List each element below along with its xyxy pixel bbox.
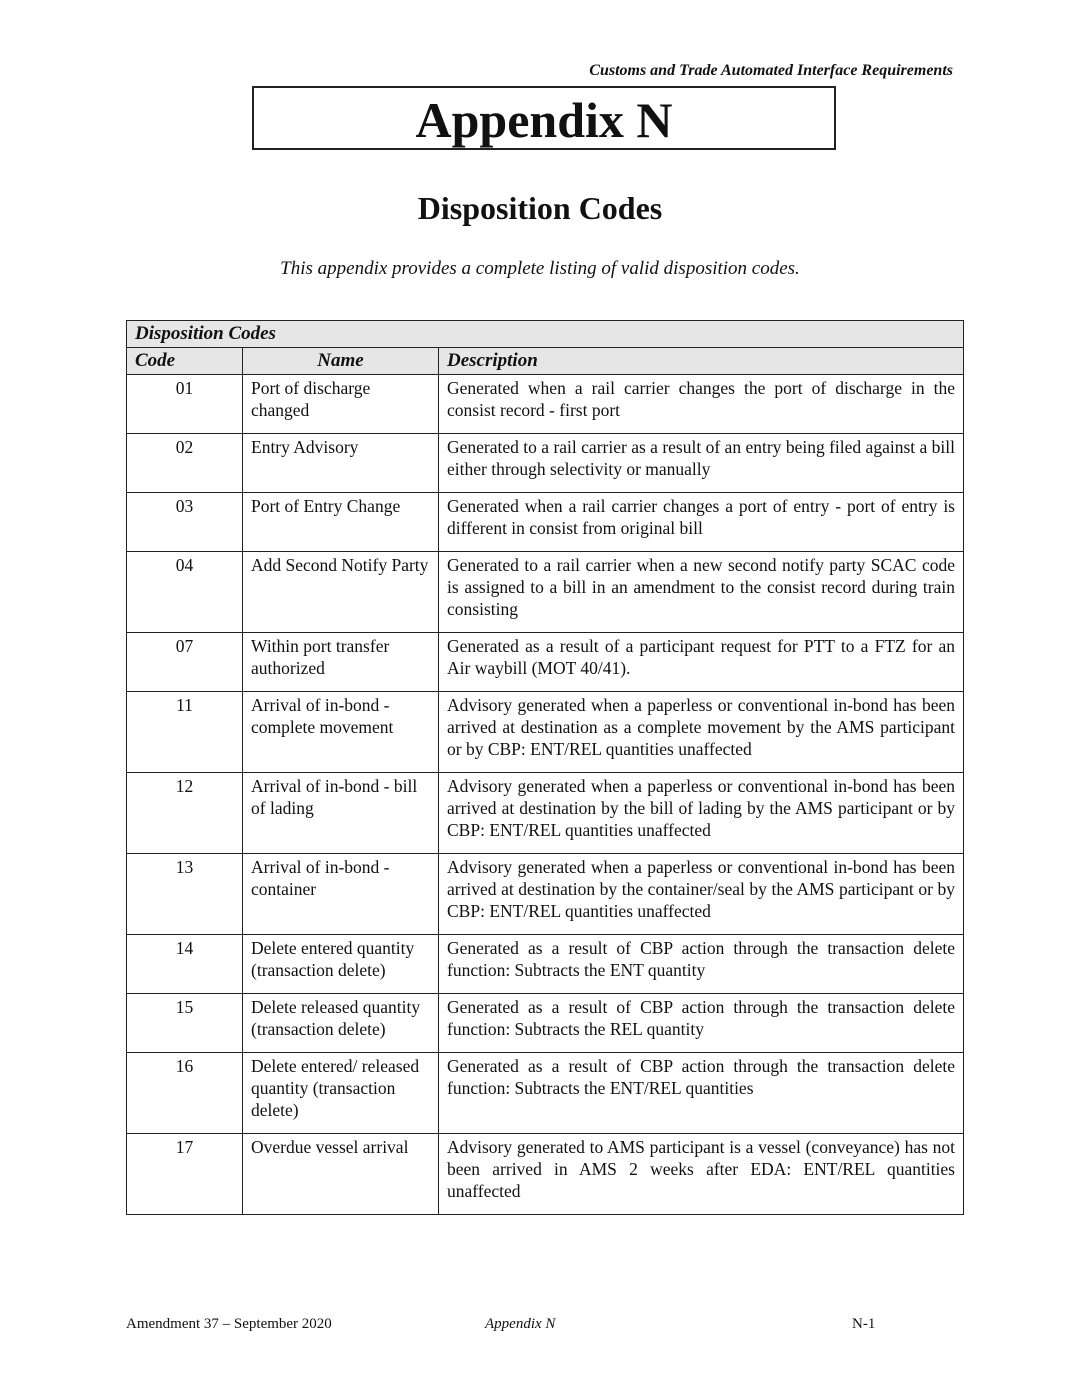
table-row xyxy=(127,493,964,552)
row-description: Generated when a rail carrier changes a port of entry - port of entry is different in consist from original bill xyxy=(439,493,964,552)
table-row xyxy=(127,1134,964,1215)
row-name: Delete released quantity (transaction delete) xyxy=(243,994,439,1053)
row-name: Delete entered quantity (transaction delete) xyxy=(243,935,439,994)
table-caption-row xyxy=(127,321,964,348)
running-header: Customs and Trade Automated Interface Requirements xyxy=(589,62,953,79)
table-row xyxy=(127,552,964,633)
row-description: Generated when a rail carrier changes the port of discharge in the consist record - first port xyxy=(439,375,964,434)
row-name: Arrival of in-bond - container xyxy=(243,854,439,935)
row-name: Delete entered/ released quantity (transaction delete) xyxy=(243,1053,439,1134)
row-code: 13 xyxy=(127,854,243,935)
row-name: Port of Entry Change xyxy=(243,493,439,552)
row-description: Advisory generated when a paperless or conventional in-bond has been arrived at destination as a complete movement by the AMS participant or by CBP: ENT/REL quantities unaffected xyxy=(439,692,964,773)
table-header-row xyxy=(127,348,964,375)
row-name: Add Second Notify Party xyxy=(243,552,439,633)
row-description: Generated to a rail carrier when a new second notify party SCAC code is assigned to a bill in an amendment to the consist record during train consisting xyxy=(439,552,964,633)
row-name: Entry Advisory xyxy=(243,434,439,493)
row-code: 16 xyxy=(127,1053,243,1134)
row-code: 03 xyxy=(127,493,243,552)
row-name: Within port transfer authorized xyxy=(243,633,439,692)
table-row xyxy=(127,692,964,773)
appendix-title: Appendix N xyxy=(252,86,836,150)
table-row xyxy=(127,854,964,935)
row-description: Generated as a result of a participant request for PTT to a FTZ for an Air waybill (MOT 40/41). xyxy=(439,633,964,692)
disposition-codes-table xyxy=(126,320,964,1215)
row-code: 12 xyxy=(127,773,243,854)
row-description: Generated as a result of CBP action through the transaction delete function: Subtracts the ENT/REL quantities xyxy=(439,1053,964,1134)
row-code: 17 xyxy=(127,1134,243,1215)
table-row xyxy=(127,375,964,434)
row-name: Arrival of in-bond - complete movement xyxy=(243,692,439,773)
table-caption: Disposition Codes xyxy=(127,321,964,348)
table-row xyxy=(127,994,964,1053)
row-name: Arrival of in-bond - bill of lading xyxy=(243,773,439,854)
table-row xyxy=(127,935,964,994)
table-row xyxy=(127,434,964,493)
row-description: Advisory generated when a paperless or conventional in-bond has been arrived at destination by the bill of lading by the AMS participant or by CBP: ENT/REL quantities unaffected xyxy=(439,773,964,854)
column-header-code: Code xyxy=(127,348,243,375)
section-title: Disposition Codes xyxy=(417,190,663,226)
row-name: Overdue vessel arrival xyxy=(243,1134,439,1215)
row-description: Advisory generated to AMS participant is a vessel (conveyance) has not been arrived in AMS 2 weeks after EDA: ENT/REL quantities unaffected xyxy=(439,1134,964,1215)
row-description: Generated as a result of CBP action through the transaction delete function: Subtracts the ENT quantity xyxy=(439,935,964,994)
intro-text: This appendix provides a complete listing of valid disposition codes. xyxy=(280,258,800,279)
row-code: 07 xyxy=(127,633,243,692)
footer-amendment: Amendment 37 – September 2020 xyxy=(126,1316,332,1332)
row-code: 04 xyxy=(127,552,243,633)
row-description: Advisory generated when a paperless or conventional in-bond has been arrived at destination by the container/seal by the AMS participant or by CBP: ENT/REL quantities unaffected xyxy=(439,854,964,935)
row-code: 15 xyxy=(127,994,243,1053)
table-row xyxy=(127,633,964,692)
row-code: 14 xyxy=(127,935,243,994)
column-header-name: Name xyxy=(243,348,439,375)
row-code: 02 xyxy=(127,434,243,493)
table-row xyxy=(127,1053,964,1134)
table-row xyxy=(127,773,964,854)
row-description: Generated to a rail carrier as a result of an entry being filed against a bill either through selectivity or manually xyxy=(439,434,964,493)
column-header-description: Description xyxy=(439,348,964,375)
row-description: Generated as a result of CBP action through the transaction delete function: Subtracts the REL quantity xyxy=(439,994,964,1053)
row-code: 01 xyxy=(127,375,243,434)
footer-appendix: Appendix N xyxy=(485,1316,556,1332)
row-name: Port of discharge changed xyxy=(243,375,439,434)
row-code: 11 xyxy=(127,692,243,773)
footer-page-number: N-1 xyxy=(852,1316,876,1332)
